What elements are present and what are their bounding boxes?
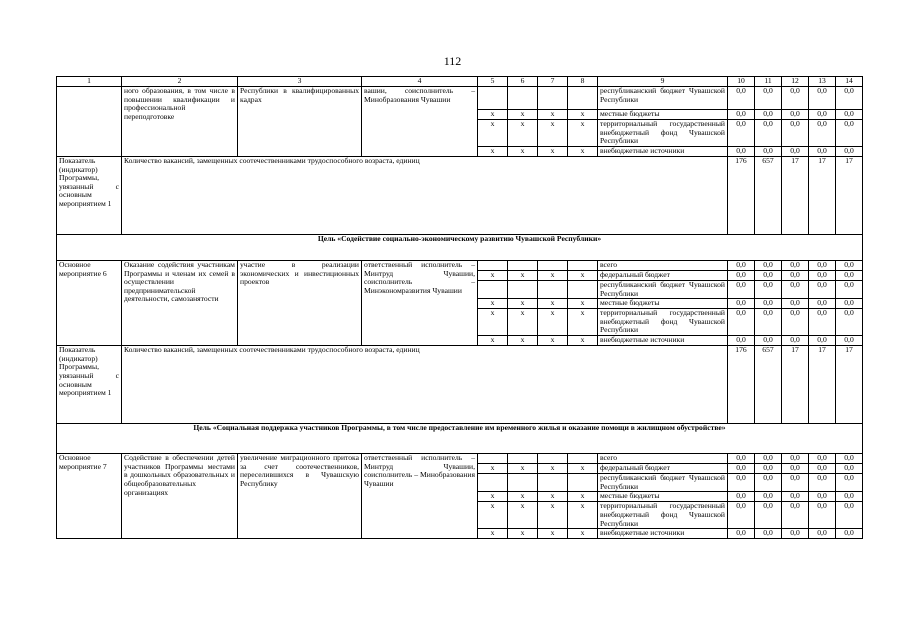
- amount-cell: 0,0: [728, 110, 755, 120]
- column-number: 6: [508, 77, 538, 87]
- code-cell: x: [508, 147, 538, 157]
- column-number: 3: [238, 77, 362, 87]
- amount-cell: 0,0: [728, 281, 755, 299]
- amount-cell: 0,0: [836, 336, 863, 346]
- code-cell: x: [508, 309, 538, 336]
- code-cell: [478, 474, 508, 492]
- amount-cell: 0,0: [809, 120, 836, 147]
- column-number: 5: [478, 77, 508, 87]
- amount-cell: 0,0: [755, 120, 782, 147]
- amount-cell: 0,0: [836, 474, 863, 492]
- amount-cell: 0,0: [809, 309, 836, 336]
- amount-cell: 0,0: [782, 120, 809, 147]
- column-number: 11: [755, 77, 782, 87]
- amount-cell: 0,0: [836, 464, 863, 474]
- indicator-label: Показатель (индикатор) Программы, увязанный с основным мероприятием 1: [57, 157, 122, 235]
- amount-cell: 0,0: [782, 336, 809, 346]
- code-cell: x: [568, 110, 598, 120]
- program-table: [56, 76, 863, 539]
- amount-cell: 0,0: [809, 474, 836, 492]
- amount-cell: 0,0: [728, 454, 755, 464]
- funding-source: территориальный государственный внебюджетный фонд Чувашской Республики: [598, 502, 728, 529]
- indicator-row: [57, 346, 863, 424]
- code-cell: x: [478, 336, 508, 346]
- indicator-value: 17: [782, 157, 809, 235]
- amount-cell: 0,0: [755, 299, 782, 309]
- code-cell: x: [478, 271, 508, 281]
- amount-cell: 0,0: [836, 492, 863, 502]
- indicator-value: 17: [782, 346, 809, 424]
- funding-source: федеральный бюджет: [598, 464, 728, 474]
- amount-cell: 0,0: [809, 502, 836, 529]
- indicator-value: 17: [809, 157, 836, 235]
- measure-name: [57, 87, 122, 157]
- goal-row: [57, 235, 863, 261]
- code-cell: x: [568, 492, 598, 502]
- header-row: [57, 77, 863, 87]
- amount-cell: 0,0: [728, 474, 755, 492]
- code-cell: x: [568, 336, 598, 346]
- code-cell: [538, 454, 568, 464]
- amount-cell: 0,0: [728, 464, 755, 474]
- code-cell: x: [508, 492, 538, 502]
- amount-cell: 0,0: [809, 87, 836, 110]
- funding-row: [57, 87, 863, 110]
- funding-source: республиканский бюджет Чувашской Республики: [598, 281, 728, 299]
- funding-source: местные бюджеты: [598, 492, 728, 502]
- amount-cell: 0,0: [809, 336, 836, 346]
- amount-cell: 0,0: [836, 502, 863, 529]
- amount-cell: 0,0: [836, 120, 863, 147]
- code-cell: x: [568, 464, 598, 474]
- measure-name: Основное мероприятие 6: [57, 261, 122, 346]
- amount-cell: 0,0: [755, 281, 782, 299]
- code-cell: [508, 261, 538, 271]
- amount-cell: 0,0: [755, 147, 782, 157]
- code-cell: x: [478, 147, 508, 157]
- amount-cell: 0,0: [755, 529, 782, 539]
- amount-cell: 0,0: [728, 336, 755, 346]
- code-cell: x: [538, 271, 568, 281]
- code-cell: x: [538, 502, 568, 529]
- amount-cell: 0,0: [782, 147, 809, 157]
- code-cell: x: [478, 120, 508, 147]
- code-cell: x: [538, 464, 568, 474]
- funding-source: внебюджетные источники: [598, 336, 728, 346]
- code-cell: x: [538, 336, 568, 346]
- executor: ответственный исполнитель – Минтруд Чувашии, соисполнитель – Минобразования Чувашии: [362, 454, 478, 539]
- code-cell: x: [538, 110, 568, 120]
- amount-cell: 0,0: [782, 464, 809, 474]
- amount-cell: 0,0: [728, 299, 755, 309]
- code-cell: [478, 454, 508, 464]
- amount-cell: 0,0: [782, 281, 809, 299]
- amount-cell: 0,0: [755, 464, 782, 474]
- indicator-text: Количество вакансий, замещенных соотечественниками трудоспособного возраста, единиц: [122, 346, 728, 424]
- indicator-value: 176: [728, 157, 755, 235]
- indicator-label: Показатель (индикатор) Программы, увязанный с основным мероприятием 1: [57, 346, 122, 424]
- code-cell: [478, 281, 508, 299]
- amount-cell: 0,0: [755, 474, 782, 492]
- code-cell: x: [568, 120, 598, 147]
- indicator-value: 17: [836, 157, 863, 235]
- page-number: 112: [443, 54, 462, 68]
- amount-cell: 0,0: [728, 261, 755, 271]
- amount-cell: 0,0: [809, 454, 836, 464]
- amount-cell: 0,0: [836, 281, 863, 299]
- amount-cell: 0,0: [809, 271, 836, 281]
- funding-row: [57, 454, 863, 464]
- amount-cell: 0,0: [809, 529, 836, 539]
- funding-source: местные бюджеты: [598, 299, 728, 309]
- code-cell: x: [478, 492, 508, 502]
- funding-source: внебюджетные источники: [598, 147, 728, 157]
- code-cell: x: [538, 529, 568, 539]
- code-cell: x: [508, 502, 538, 529]
- amount-cell: 0,0: [809, 299, 836, 309]
- amount-cell: 0,0: [809, 281, 836, 299]
- amount-cell: 0,0: [728, 492, 755, 502]
- measure-description: ного образования, в том числе в повышении квалификации и профессиональной переподготовке: [122, 87, 238, 157]
- amount-cell: 0,0: [782, 529, 809, 539]
- expected-result: участие в реализации экономических и инвестиционных проектов: [238, 261, 362, 346]
- amount-cell: 0,0: [782, 299, 809, 309]
- column-number: 1: [57, 77, 122, 87]
- code-cell: [568, 474, 598, 492]
- amount-cell: 0,0: [728, 87, 755, 110]
- code-cell: x: [538, 120, 568, 147]
- funding-source: республиканский бюджет Чувашской Республики: [598, 87, 728, 110]
- amount-cell: 0,0: [836, 261, 863, 271]
- amount-cell: 0,0: [782, 309, 809, 336]
- code-cell: x: [478, 529, 508, 539]
- amount-cell: 0,0: [809, 464, 836, 474]
- amount-cell: 0,0: [809, 261, 836, 271]
- code-cell: x: [508, 271, 538, 281]
- amount-cell: 0,0: [728, 502, 755, 529]
- indicator-value: 657: [755, 157, 782, 235]
- indicator-value: 657: [755, 346, 782, 424]
- code-cell: [508, 474, 538, 492]
- amount-cell: 0,0: [755, 87, 782, 110]
- column-number: 10: [728, 77, 755, 87]
- amount-cell: 0,0: [755, 454, 782, 464]
- amount-cell: 0,0: [836, 529, 863, 539]
- amount-cell: 0,0: [809, 110, 836, 120]
- indicator-row: [57, 157, 863, 235]
- code-cell: x: [568, 502, 598, 529]
- amount-cell: 0,0: [836, 454, 863, 464]
- code-cell: [478, 261, 508, 271]
- amount-cell: 0,0: [728, 529, 755, 539]
- code-cell: [568, 281, 598, 299]
- indicator-text: Количество вакансий, замещенных соотечественниками трудоспособного возраста, единиц: [122, 157, 728, 235]
- column-number: 12: [782, 77, 809, 87]
- amount-cell: 0,0: [782, 261, 809, 271]
- amount-cell: 0,0: [836, 309, 863, 336]
- amount-cell: 0,0: [782, 502, 809, 529]
- amount-cell: 0,0: [782, 87, 809, 110]
- code-cell: x: [538, 492, 568, 502]
- code-cell: x: [508, 120, 538, 147]
- code-cell: [508, 281, 538, 299]
- code-cell: [508, 454, 538, 464]
- goal-heading: Цель «Социальная поддержка участников Программы, в том числе предоставление им временного жилья и оказание помощи в жилищном обустройстве»: [57, 424, 863, 454]
- column-number: 14: [836, 77, 863, 87]
- indicator-value: 176: [728, 346, 755, 424]
- executor: ответственный исполнитель – Минтруд Чувашии, соисполнитель – Минэкономразвития Чувашии: [362, 261, 478, 346]
- code-cell: x: [568, 309, 598, 336]
- executor: вашии, соисполнитель – Минобразования Чувашии: [362, 87, 478, 157]
- indicator-value: 17: [809, 346, 836, 424]
- code-cell: [568, 454, 598, 464]
- code-cell: x: [478, 309, 508, 336]
- amount-cell: 0,0: [836, 299, 863, 309]
- amount-cell: 0,0: [728, 271, 755, 281]
- indicator-value: 17: [836, 346, 863, 424]
- amount-cell: 0,0: [755, 271, 782, 281]
- column-number: 4: [362, 77, 478, 87]
- code-cell: x: [478, 502, 508, 529]
- amount-cell: 0,0: [755, 110, 782, 120]
- measure-name: Основное мероприятие 7: [57, 454, 122, 539]
- amount-cell: 0,0: [755, 336, 782, 346]
- amount-cell: 0,0: [755, 261, 782, 271]
- measure-description: Содействие в обеспечении детей участников Программы местами в дошкольных образовательных и общеобразовательных организациях: [122, 454, 238, 539]
- code-cell: x: [508, 299, 538, 309]
- column-number: 13: [809, 77, 836, 87]
- column-number: 8: [568, 77, 598, 87]
- code-cell: x: [478, 464, 508, 474]
- amount-cell: 0,0: [782, 110, 809, 120]
- amount-cell: 0,0: [836, 147, 863, 157]
- code-cell: [568, 87, 598, 110]
- amount-cell: 0,0: [755, 492, 782, 502]
- funding-source: республиканский бюджет Чувашской Республики: [598, 474, 728, 492]
- code-cell: [568, 261, 598, 271]
- goal-heading: Цель «Содействие социально-экономическому развитию Чувашской Республики»: [57, 235, 863, 261]
- amount-cell: 0,0: [782, 454, 809, 464]
- code-cell: [538, 281, 568, 299]
- expected-result: увеличение миграционного притока за счет соотечественников, переселившихся в Чувашскую Республику: [238, 454, 362, 539]
- amount-cell: 0,0: [836, 110, 863, 120]
- amount-cell: 0,0: [728, 120, 755, 147]
- code-cell: x: [568, 529, 598, 539]
- code-cell: x: [508, 336, 538, 346]
- amount-cell: 0,0: [836, 87, 863, 110]
- funding-source: всего: [598, 261, 728, 271]
- column-number: 2: [122, 77, 238, 87]
- expected-result: Республики в квалифицированных кадрах: [238, 87, 362, 157]
- code-cell: x: [478, 110, 508, 120]
- code-cell: [538, 261, 568, 271]
- code-cell: [478, 87, 508, 110]
- amount-cell: 0,0: [782, 492, 809, 502]
- code-cell: x: [568, 299, 598, 309]
- funding-row: [57, 261, 863, 271]
- amount-cell: 0,0: [728, 147, 755, 157]
- code-cell: x: [538, 147, 568, 157]
- amount-cell: 0,0: [809, 492, 836, 502]
- funding-source: внебюджетные источники: [598, 529, 728, 539]
- funding-source: федеральный бюджет: [598, 271, 728, 281]
- amount-cell: 0,0: [782, 474, 809, 492]
- code-cell: x: [478, 299, 508, 309]
- funding-source: территориальный государственный внебюджетный фонд Чувашской Республики: [598, 120, 728, 147]
- measure-description: Оказание содействия участникам Программы и членам их семей в осуществлении предпринимательской деятельности, самозанятости: [122, 261, 238, 346]
- code-cell: x: [508, 110, 538, 120]
- code-cell: [508, 87, 538, 110]
- code-cell: [538, 474, 568, 492]
- amount-cell: 0,0: [728, 309, 755, 336]
- code-cell: x: [538, 299, 568, 309]
- code-cell: x: [568, 147, 598, 157]
- amount-cell: 0,0: [836, 271, 863, 281]
- code-cell: x: [568, 271, 598, 281]
- column-number: 7: [538, 77, 568, 87]
- amount-cell: 0,0: [755, 502, 782, 529]
- goal-row: [57, 424, 863, 454]
- code-cell: x: [508, 529, 538, 539]
- column-number: 9: [598, 77, 728, 87]
- funding-source: местные бюджеты: [598, 110, 728, 120]
- amount-cell: 0,0: [782, 271, 809, 281]
- code-cell: x: [508, 464, 538, 474]
- code-cell: x: [538, 309, 568, 336]
- amount-cell: 0,0: [809, 147, 836, 157]
- code-cell: [538, 87, 568, 110]
- funding-source: всего: [598, 454, 728, 464]
- amount-cell: 0,0: [755, 309, 782, 336]
- funding-source: территориальный государственный внебюджетный фонд Чувашской Республики: [598, 309, 728, 336]
